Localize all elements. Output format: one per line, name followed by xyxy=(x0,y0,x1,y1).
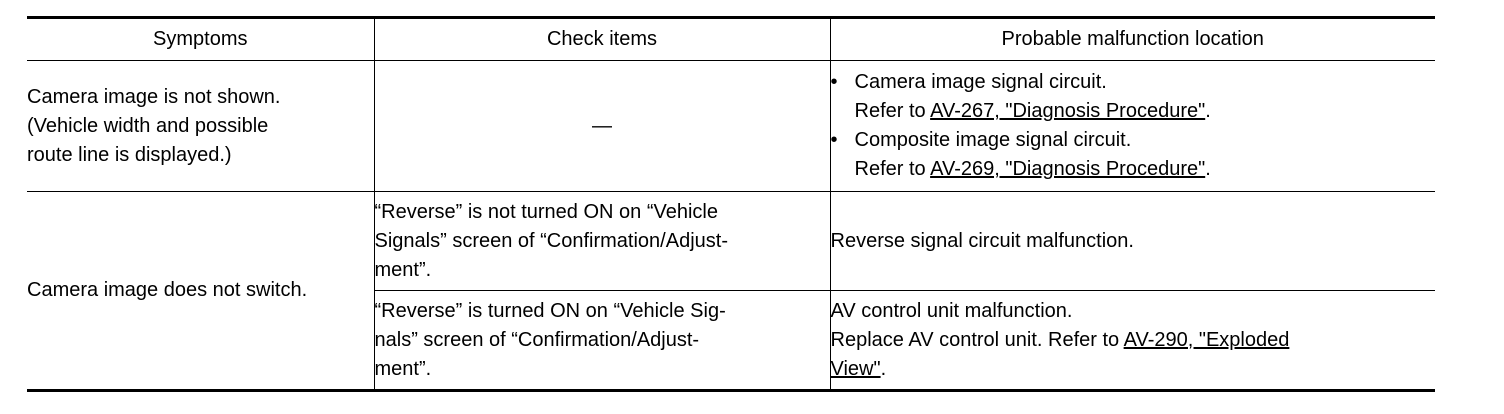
check-line: nals” screen of “Confirmation/Adjust- xyxy=(374,328,700,351)
reference-link-av269[interactable]: AV-269, "Diagnosis Procedure" xyxy=(930,158,1206,180)
symptom-line: Camera image is not shown. xyxy=(27,85,281,108)
check-line: Signals” screen of “Confirmation/Adjust- xyxy=(374,229,728,252)
location-cell xyxy=(830,61,1435,192)
symptom-line: Camera image does not switch. xyxy=(27,279,308,301)
table-row xyxy=(27,61,1435,192)
diagnosis-table xyxy=(27,16,1435,392)
header-symptoms: Symptoms xyxy=(27,18,374,61)
table-header-row xyxy=(27,18,1435,61)
check-line: ment”. xyxy=(374,258,432,281)
location-refer-line xyxy=(855,155,1436,184)
symptom-cell xyxy=(27,192,374,391)
check-line: “Reverse” is not turned ON on “Vehicle xyxy=(374,200,718,223)
check-line: “Reverse” is turned ON on “Vehicle Sig- xyxy=(374,299,726,322)
location-cell xyxy=(830,291,1435,391)
check-line: ment”. xyxy=(374,357,432,380)
refer-prefix: Replace AV control unit. Refer to xyxy=(830,328,1124,351)
header-check-items: Check items xyxy=(374,18,830,61)
refer-prefix: Refer to xyxy=(854,100,931,122)
table-row xyxy=(27,192,1435,291)
header-probable-location: Probable malfunction location xyxy=(830,18,1435,61)
location-refer-line xyxy=(855,97,1436,126)
symptom-line: (Vehicle width and possible xyxy=(27,114,269,137)
check-items-cell xyxy=(374,61,830,192)
check-items-cell xyxy=(374,291,830,391)
reference-link-av290-cont[interactable]: View" xyxy=(830,357,881,380)
location-title: AV control unit malfunction. xyxy=(830,299,1073,322)
reference-link-av267[interactable]: AV-267, "Diagnosis Procedure" xyxy=(930,100,1206,122)
no-check-dash: — xyxy=(592,114,612,137)
reference-link-av290[interactable]: AV-290, "Exploded xyxy=(1123,328,1290,351)
symptom-line: route line is displayed.) xyxy=(27,143,232,166)
refer-suffix: . xyxy=(1205,100,1211,122)
location-bullet-item xyxy=(831,68,1436,126)
refer-suffix: . xyxy=(880,357,887,380)
location-cell xyxy=(830,192,1435,291)
location-item-title: Camera image signal circuit. xyxy=(854,71,1107,93)
refer-prefix: Refer to xyxy=(854,158,931,180)
check-items-cell xyxy=(374,192,830,291)
bullet-icon: • xyxy=(830,71,838,93)
refer-suffix: . xyxy=(1205,158,1211,180)
location-refer-line xyxy=(831,326,1436,355)
location-item-title: Composite image signal circuit. xyxy=(854,129,1132,151)
symptom-cell xyxy=(27,61,374,192)
location-refer-line-cont xyxy=(831,355,1436,384)
location-text: Reverse signal circuit malfunction. xyxy=(830,229,1134,252)
bullet-icon: • xyxy=(830,129,838,151)
location-bullet-item xyxy=(831,126,1436,184)
